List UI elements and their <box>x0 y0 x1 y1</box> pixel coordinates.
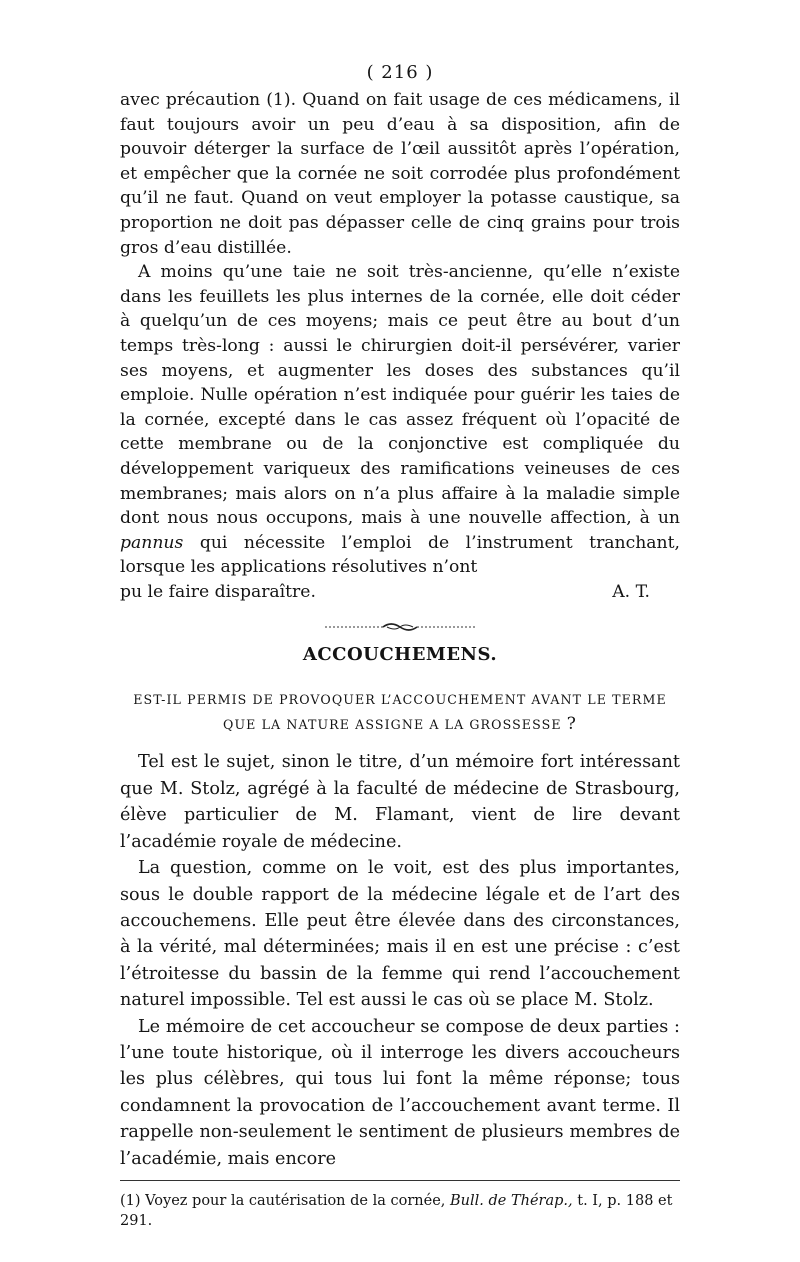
footnote-suffix: t. I, p. 188 et 291. <box>120 1192 673 1229</box>
footnote-divider <box>120 1180 680 1181</box>
footnote-prefix: (1) Voyez pour la cautérisation de la cornée, <box>120 1192 446 1209</box>
intro-text <box>120 88 680 604</box>
intro-paragraph-1: avec précaution (1). Quand on fait usage de ces médicamens, il faut toujours avoir un peu d’eau à sa disposition, afin de pouvoir déterger la surface de l’œil aussitôt après l’opération, et empêcher que la cornée ne soit corrodée plus profondément qu’il ne faut. Quand on veut employer la potasse caustique, sa proportion ne doit pas dépasser celle de cinq grains pour trois gros d’eau distillée. <box>120 90 680 258</box>
closing-line <box>120 580 680 605</box>
article-paragraph-1: Tel est le sujet, sinon le titre, d’un mémoire fort intéressant que M. Stolz, agrégé à la faculté de médecine de Strasbourg, élève particulier de M. Flamant, vient de lire devant l’académie royale de médecine. <box>120 752 680 852</box>
author-signature: A. T. <box>612 581 650 602</box>
intro-paragraph-2-continuation: qui nécessite l’emploi de l’instrument tranchant, lorsque les applications résolutives n’ont <box>120 532 680 578</box>
question-line-2 <box>120 712 680 737</box>
question-line-2-text: QUE LA NATURE ASSIGNE A LA GROSSESSE <box>223 717 562 733</box>
pannus-term: pannus <box>120 532 184 553</box>
ornament-divider-icon <box>325 620 475 634</box>
question-mark: ? <box>566 714 577 735</box>
article-body <box>120 749 680 1172</box>
article-paragraph-3: Le mémoire de cet accoucheur se compose de deux parties : l’une toute historique, où il interroge les divers accoucheurs les plus célèbres, qui tous lui font la même réponse; tous condamnent la provocation de l’accouchement avant terme. Il rappelle non-seulement le sentiment de plusieurs membres de l’académie, mais encore <box>120 1016 680 1169</box>
page-number: ( 216 ) <box>366 62 434 83</box>
footnote <box>120 1191 680 1231</box>
article-question <box>120 688 680 737</box>
article-paragraph-2: La question, comme on le voit, est des plus importantes, sous le double rapport de la médecine légale et de l’art des accouchemens. Elle peut être élevée dans des circonstances, à la vérité, mal déterminées; mais il en est une précise : c’est l’étroitesse du bassin de la femme qui rend l’accouchement naturel impossible. Tel est aussi le cas où se place M. Stolz. <box>120 858 680 1011</box>
section-title: ACCOUCHEMENS. <box>302 644 498 666</box>
footnote-journal: Bull. de Thérap., <box>450 1192 573 1209</box>
intro-paragraph-2-text: A moins qu’une taie ne soit très-ancienne, qu’elle n’existe dans les feuillets les plus internes de la cornée, elle doit céder à quelqu’un de ces moyens; mais ce peut être au bout d’un temps très-long : aussi le chirurgien doit-il persévérer, varier ses moyens, et augmenter les doses des substances qu’il emploie. Nulle opération n’est indiquée pour guérir les taies de la cornée, excepté dans le cas assez fréquent où l’opacité de cette membrane ou de la conjonctive est compliquée du développement variqueux des ramifications veineuses de ces membranes; mais alors on n’a plus affaire à la maladie simple dont nous nous occupons, mais à une nouvelle affection, à un <box>120 262 680 529</box>
question-line-1: EST-IL PERMIS DE PROVOQUER L’ACCOUCHEMENT AVANT LE TERME <box>133 692 667 708</box>
intro-paragraph-2 <box>120 260 680 580</box>
closing-text: pu le faire disparaître. <box>120 581 316 602</box>
book-page <box>120 58 680 1231</box>
